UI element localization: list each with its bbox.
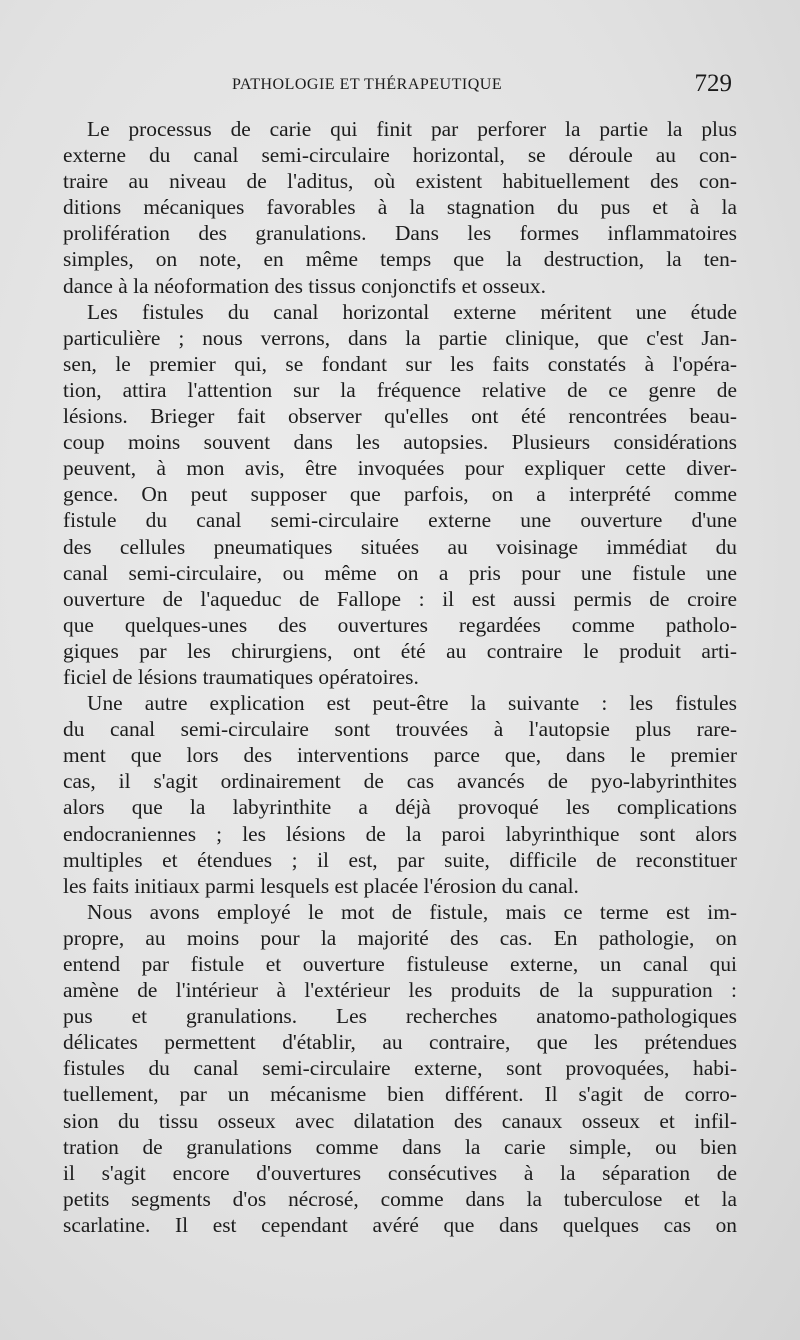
text-line: Une autre explication est peut-être la suivante : les fistules xyxy=(87,691,737,716)
text-line: prolifération des granulations. Dans les formes inflammatoires xyxy=(63,221,737,246)
text-line: amène de l'intérieur à l'extérieur les produits de la suppuration : xyxy=(63,978,737,1003)
text-line: Le processus de carie qui finit par perforer la partie la plus xyxy=(87,117,737,141)
text-line: lésions. Brieger fait observer qu'elles ont été rencontrées beau- xyxy=(63,404,737,429)
text-line: les faits initiaux parmi lesquels est placée l'érosion du canal. xyxy=(63,873,579,898)
page-header xyxy=(232,72,732,102)
running-head: PATHOLOGIE ET THÉRAPEUTIQUE xyxy=(232,76,503,93)
text-line: il s'agit encore d'ouvertures consécutives à la séparation de xyxy=(63,1160,737,1185)
text-line: coup moins souvent dans les autopsies. Plusieurs considérations xyxy=(63,430,737,455)
text-line: endocraniennes ; les lésions de la paroi labyrinthique sont alors xyxy=(63,821,737,846)
text-line: du canal semi-circulaire sont trouvées à l'autopsie plus rare- xyxy=(63,717,737,742)
text-line: alors que la labyrinthite a déjà provoqué les complications xyxy=(63,795,737,820)
text-line: Les fistules du canal horizontal externe méritent une étude xyxy=(87,299,737,324)
paragraph-2 xyxy=(63,299,737,690)
text-line: propre, au moins pour la majorité des cas. En pathologie, on xyxy=(63,925,737,950)
text-line: que quelques-unes des ouvertures regardées comme patholo- xyxy=(63,612,737,637)
text-line: particulière ; nous verrons, dans la partie clinique, que c'est Jan- xyxy=(63,325,737,350)
text-line: Nous avons employé le mot de fistule, mais ce terme est im- xyxy=(87,899,737,924)
paragraph-4 xyxy=(63,899,737,1238)
text-line: ouverture de l'aqueduc de Fallope : il est aussi permis de croire xyxy=(63,586,737,611)
text-line: sion du tissu osseux avec dilatation des canaux osseux et infil- xyxy=(63,1108,737,1133)
text-line: multiples et étendues ; il est, par suite, difficile de reconstituer xyxy=(63,847,737,872)
text-line: tration de granulations comme dans la carie simple, ou bien xyxy=(63,1134,737,1159)
body-text xyxy=(63,116,737,1238)
text-line: peuvent, à mon avis, être invoquées pour expliquer cette diver- xyxy=(63,456,737,481)
text-line: ficiel de lésions traumatiques opératoires. xyxy=(63,664,419,689)
text-line: cas, il s'agit ordinairement de cas avancés de pyo-labyrinthites xyxy=(63,769,737,794)
text-line: entend par fistule et ouverture fistuleuse externe, un canal qui xyxy=(63,952,737,976)
text-line: scarlatine. Il est cependant avéré que dans quelques cas on xyxy=(63,1212,737,1237)
text-line: traire au niveau de l'aditus, où existent habituellement des con- xyxy=(63,169,737,194)
text-line: dance à la néoformation des tissus conjonctifs et osseux. xyxy=(63,273,546,298)
paragraph-3 xyxy=(63,690,737,899)
text-line: fistule du canal semi-circulaire externe une ouverture d'une xyxy=(63,508,737,533)
text-line: fistules du canal semi-circulaire externe, sont provoquées, habi- xyxy=(63,1056,737,1081)
text-line: petits segments d'os nécrosé, comme dans la tuberculose et la xyxy=(63,1186,737,1211)
text-line: des cellules pneumatiques situées au voisinage immédiat du xyxy=(63,534,737,559)
text-line: tion, attira l'attention sur la fréquence relative de ce genre de xyxy=(63,377,737,402)
text-line: gence. On peut supposer que parfois, on a interprété comme xyxy=(63,482,737,507)
text-line: giques par les chirurgiens, ont été au contraire le produit arti- xyxy=(63,638,737,663)
text-line: ditions mécaniques favorables à la stagnation du pus et à la xyxy=(63,195,737,220)
text-line: pus et granulations. Les recherches anatomo-pathologiques xyxy=(63,1004,737,1029)
page-number: 729 xyxy=(694,70,732,97)
text-line: canal semi-circulaire, ou même on a pris pour une fistule une xyxy=(63,560,737,585)
text-line: simples, on note, en même temps que la destruction, la ten- xyxy=(63,247,737,272)
text-line: sen, le premier qui, se fondant sur les faits constatés à l'opéra- xyxy=(63,351,737,376)
text-line: délicates permettent d'établir, au contraire, que les prétendues xyxy=(63,1030,737,1055)
paragraph-1 xyxy=(63,116,737,299)
text-line: externe du canal semi-circulaire horizontal, se déroule au con- xyxy=(63,143,737,168)
text-line: ment que lors des interventions parce que, dans le premier xyxy=(63,743,737,768)
text-line: tuellement, par un mécanisme bien différent. Il s'agit de corro- xyxy=(63,1082,737,1107)
